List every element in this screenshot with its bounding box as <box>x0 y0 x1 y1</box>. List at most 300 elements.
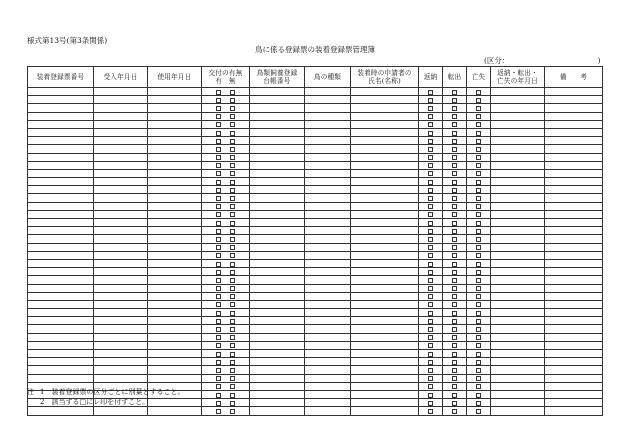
returned-checkbox[interactable] <box>428 204 433 209</box>
cell-applicant[interactable] <box>351 161 419 169</box>
returned-checkbox[interactable] <box>428 335 433 340</box>
cell-lost[interactable] <box>467 358 491 366</box>
issued-yes-checkbox[interactable] <box>216 188 221 193</box>
cell-issued[interactable] <box>202 374 250 382</box>
returned-checkbox[interactable] <box>428 147 433 152</box>
cell-returned[interactable] <box>419 300 443 308</box>
cell-species[interactable] <box>305 341 351 349</box>
transferred-checkbox[interactable] <box>452 294 457 299</box>
cell-returned[interactable] <box>419 276 443 284</box>
cell-applicant[interactable] <box>351 88 419 96</box>
cell-remarks[interactable] <box>545 137 603 145</box>
cell-lost[interactable] <box>467 407 491 415</box>
cell-returned[interactable] <box>419 325 443 333</box>
cell-date[interactable] <box>491 317 545 325</box>
lost-checkbox[interactable] <box>476 360 481 365</box>
returned-checkbox[interactable] <box>428 352 433 357</box>
transferred-checkbox[interactable] <box>452 319 457 324</box>
cell-ledger[interactable] <box>250 341 305 349</box>
cell-received[interactable] <box>94 309 148 317</box>
cell-lost[interactable] <box>467 251 491 259</box>
issued-no-checkbox[interactable] <box>230 270 235 275</box>
cell-date[interactable] <box>491 186 545 194</box>
cell-date[interactable] <box>491 284 545 292</box>
cell-ledger[interactable] <box>250 309 305 317</box>
cell-returned[interactable] <box>419 137 443 145</box>
issued-no-checkbox[interactable] <box>230 253 235 258</box>
issued-yes-checkbox[interactable] <box>216 98 221 103</box>
cell-returned[interactable] <box>419 235 443 243</box>
issued-no-checkbox[interactable] <box>230 106 235 111</box>
cell-used[interactable] <box>148 169 202 177</box>
cell-used[interactable] <box>148 88 202 96</box>
cell-ledger[interactable] <box>250 202 305 210</box>
transferred-checkbox[interactable] <box>452 401 457 406</box>
transferred-checkbox[interactable] <box>452 286 457 291</box>
returned-checkbox[interactable] <box>428 196 433 201</box>
issued-no-checkbox[interactable] <box>230 131 235 136</box>
cell-date[interactable] <box>491 128 545 136</box>
cell-used[interactable] <box>148 292 202 300</box>
cell-returned[interactable] <box>419 341 443 349</box>
cell-received[interactable] <box>94 358 148 366</box>
cell-received[interactable] <box>94 292 148 300</box>
cell-returned[interactable] <box>419 407 443 415</box>
cell-issued[interactable] <box>202 104 250 112</box>
transferred-checkbox[interactable] <box>452 376 457 381</box>
cell-remarks[interactable] <box>545 169 603 177</box>
cell-used[interactable] <box>148 161 202 169</box>
cell-species[interactable] <box>305 161 351 169</box>
cell-issued[interactable] <box>202 407 250 415</box>
cell-ledger[interactable] <box>250 210 305 218</box>
issued-yes-checkbox[interactable] <box>216 114 221 119</box>
transferred-checkbox[interactable] <box>452 90 457 95</box>
lost-checkbox[interactable] <box>476 302 481 307</box>
cell-date[interactable] <box>491 104 545 112</box>
cell-remarks[interactable] <box>545 366 603 374</box>
cell-species[interactable] <box>305 88 351 96</box>
returned-checkbox[interactable] <box>428 278 433 283</box>
issued-yes-checkbox[interactable] <box>216 311 221 316</box>
cell-applicant[interactable] <box>351 309 419 317</box>
lost-checkbox[interactable] <box>476 98 481 103</box>
returned-checkbox[interactable] <box>428 343 433 348</box>
issued-no-checkbox[interactable] <box>230 327 235 332</box>
issued-no-checkbox[interactable] <box>230 139 235 144</box>
cell-applicant[interactable] <box>351 407 419 415</box>
cell-transferred[interactable] <box>443 128 467 136</box>
cell-used[interactable] <box>148 309 202 317</box>
cell-remarks[interactable] <box>545 161 603 169</box>
cell-date[interactable] <box>491 96 545 104</box>
lost-checkbox[interactable] <box>476 409 481 414</box>
cell-transferred[interactable] <box>443 350 467 358</box>
cell-received[interactable] <box>94 333 148 341</box>
issued-yes-checkbox[interactable] <box>216 212 221 217</box>
lost-checkbox[interactable] <box>476 204 481 209</box>
cell-used[interactable] <box>148 284 202 292</box>
lost-checkbox[interactable] <box>476 294 481 299</box>
cell-tag_no[interactable] <box>28 350 94 358</box>
cell-transferred[interactable] <box>443 227 467 235</box>
cell-used[interactable] <box>148 276 202 284</box>
cell-transferred[interactable] <box>443 366 467 374</box>
cell-applicant[interactable] <box>351 210 419 218</box>
cell-transferred[interactable] <box>443 202 467 210</box>
cell-ledger[interactable] <box>250 268 305 276</box>
cell-returned[interactable] <box>419 317 443 325</box>
cell-issued[interactable] <box>202 350 250 358</box>
cell-date[interactable] <box>491 137 545 145</box>
cell-lost[interactable] <box>467 382 491 390</box>
cell-issued[interactable] <box>202 382 250 390</box>
cell-date[interactable] <box>491 276 545 284</box>
cell-tag_no[interactable] <box>28 186 94 194</box>
cell-lost[interactable] <box>467 366 491 374</box>
cell-transferred[interactable] <box>443 341 467 349</box>
cell-transferred[interactable] <box>443 251 467 259</box>
cell-issued[interactable] <box>202 251 250 259</box>
cell-tag_no[interactable] <box>28 120 94 128</box>
lost-checkbox[interactable] <box>476 384 481 389</box>
lost-checkbox[interactable] <box>476 311 481 316</box>
cell-ledger[interactable] <box>250 251 305 259</box>
cell-transferred[interactable] <box>443 88 467 96</box>
cell-applicant[interactable] <box>351 219 419 227</box>
cell-ledger[interactable] <box>250 276 305 284</box>
cell-used[interactable] <box>148 137 202 145</box>
lost-checkbox[interactable] <box>476 122 481 127</box>
cell-lost[interactable] <box>467 399 491 407</box>
cell-ledger[interactable] <box>250 300 305 308</box>
cell-tag_no[interactable] <box>28 300 94 308</box>
cell-returned[interactable] <box>419 243 443 251</box>
cell-received[interactable] <box>94 350 148 358</box>
issued-no-checkbox[interactable] <box>230 122 235 127</box>
issued-no-checkbox[interactable] <box>230 278 235 283</box>
cell-tag_no[interactable] <box>28 88 94 96</box>
cell-tag_no[interactable] <box>28 259 94 267</box>
returned-checkbox[interactable] <box>428 368 433 373</box>
cell-returned[interactable] <box>419 112 443 120</box>
cell-date[interactable] <box>491 300 545 308</box>
cell-applicant[interactable] <box>351 128 419 136</box>
cell-remarks[interactable] <box>545 390 603 398</box>
lost-checkbox[interactable] <box>476 221 481 226</box>
transferred-checkbox[interactable] <box>452 147 457 152</box>
cell-date[interactable] <box>491 194 545 202</box>
cell-transferred[interactable] <box>443 399 467 407</box>
cell-transferred[interactable] <box>443 333 467 341</box>
cell-tag_no[interactable] <box>28 341 94 349</box>
cell-returned[interactable] <box>419 227 443 235</box>
cell-applicant[interactable] <box>351 325 419 333</box>
transferred-checkbox[interactable] <box>452 311 457 316</box>
cell-received[interactable] <box>94 137 148 145</box>
cell-received[interactable] <box>94 178 148 186</box>
transferred-checkbox[interactable] <box>452 245 457 250</box>
lost-checkbox[interactable] <box>476 368 481 373</box>
cell-issued[interactable] <box>202 235 250 243</box>
issued-no-checkbox[interactable] <box>230 343 235 348</box>
cell-issued[interactable] <box>202 186 250 194</box>
cell-received[interactable] <box>94 104 148 112</box>
cell-date[interactable] <box>491 251 545 259</box>
cell-transferred[interactable] <box>443 186 467 194</box>
cell-applicant[interactable] <box>351 382 419 390</box>
issued-no-checkbox[interactable] <box>230 90 235 95</box>
issued-yes-checkbox[interactable] <box>216 221 221 226</box>
cell-lost[interactable] <box>467 88 491 96</box>
issued-no-checkbox[interactable] <box>230 335 235 340</box>
cell-remarks[interactable] <box>545 104 603 112</box>
cell-received[interactable] <box>94 161 148 169</box>
cell-ledger[interactable] <box>250 96 305 104</box>
cell-used[interactable] <box>148 128 202 136</box>
issued-yes-checkbox[interactable] <box>216 360 221 365</box>
returned-checkbox[interactable] <box>428 262 433 267</box>
cell-returned[interactable] <box>419 161 443 169</box>
cell-lost[interactable] <box>467 161 491 169</box>
issued-no-checkbox[interactable] <box>230 114 235 119</box>
cell-species[interactable] <box>305 358 351 366</box>
lost-checkbox[interactable] <box>476 401 481 406</box>
cell-remarks[interactable] <box>545 186 603 194</box>
cell-tag_no[interactable] <box>28 96 94 104</box>
cell-species[interactable] <box>305 219 351 227</box>
cell-remarks[interactable] <box>545 350 603 358</box>
cell-issued[interactable] <box>202 333 250 341</box>
issued-no-checkbox[interactable] <box>230 352 235 357</box>
cell-lost[interactable] <box>467 284 491 292</box>
cell-remarks[interactable] <box>545 128 603 136</box>
cell-tag_no[interactable] <box>28 104 94 112</box>
issued-no-checkbox[interactable] <box>230 393 235 398</box>
cell-issued[interactable] <box>202 227 250 235</box>
cell-used[interactable] <box>148 153 202 161</box>
cell-received[interactable] <box>94 202 148 210</box>
issued-yes-checkbox[interactable] <box>216 196 221 201</box>
lost-checkbox[interactable] <box>476 327 481 332</box>
issued-no-checkbox[interactable] <box>230 376 235 381</box>
issued-yes-checkbox[interactable] <box>216 139 221 144</box>
cell-returned[interactable] <box>419 374 443 382</box>
cell-lost[interactable] <box>467 309 491 317</box>
transferred-checkbox[interactable] <box>452 155 457 160</box>
cell-applicant[interactable] <box>351 300 419 308</box>
cell-applicant[interactable] <box>351 153 419 161</box>
lost-checkbox[interactable] <box>476 376 481 381</box>
cell-issued[interactable] <box>202 161 250 169</box>
cell-species[interactable] <box>305 227 351 235</box>
returned-checkbox[interactable] <box>428 155 433 160</box>
lost-checkbox[interactable] <box>476 196 481 201</box>
cell-date[interactable] <box>491 259 545 267</box>
issued-yes-checkbox[interactable] <box>216 343 221 348</box>
issued-no-checkbox[interactable] <box>230 196 235 201</box>
cell-used[interactable] <box>148 333 202 341</box>
cell-lost[interactable] <box>467 227 491 235</box>
transferred-checkbox[interactable] <box>452 384 457 389</box>
cell-transferred[interactable] <box>443 210 467 218</box>
cell-ledger[interactable] <box>250 186 305 194</box>
issued-no-checkbox[interactable] <box>230 294 235 299</box>
transferred-checkbox[interactable] <box>452 352 457 357</box>
cell-used[interactable] <box>148 325 202 333</box>
cell-date[interactable] <box>491 169 545 177</box>
cell-remarks[interactable] <box>545 178 603 186</box>
cell-returned[interactable] <box>419 309 443 317</box>
cell-species[interactable] <box>305 325 351 333</box>
transferred-checkbox[interactable] <box>452 278 457 283</box>
issued-no-checkbox[interactable] <box>230 319 235 324</box>
cell-date[interactable] <box>491 112 545 120</box>
cell-ledger[interactable] <box>250 333 305 341</box>
cell-returned[interactable] <box>419 210 443 218</box>
lost-checkbox[interactable] <box>476 253 481 258</box>
cell-species[interactable] <box>305 300 351 308</box>
cell-ledger[interactable] <box>250 194 305 202</box>
cell-species[interactable] <box>305 268 351 276</box>
cell-remarks[interactable] <box>545 309 603 317</box>
cell-returned[interactable] <box>419 88 443 96</box>
cell-lost[interactable] <box>467 243 491 251</box>
returned-checkbox[interactable] <box>428 286 433 291</box>
cell-transferred[interactable] <box>443 382 467 390</box>
cell-tag_no[interactable] <box>28 243 94 251</box>
cell-remarks[interactable] <box>545 358 603 366</box>
cell-issued[interactable] <box>202 88 250 96</box>
cell-tag_no[interactable] <box>28 128 94 136</box>
cell-tag_no[interactable] <box>28 317 94 325</box>
cell-transferred[interactable] <box>443 137 467 145</box>
cell-returned[interactable] <box>419 382 443 390</box>
cell-tag_no[interactable] <box>28 276 94 284</box>
cell-received[interactable] <box>94 128 148 136</box>
lost-checkbox[interactable] <box>476 229 481 234</box>
transferred-checkbox[interactable] <box>452 237 457 242</box>
cell-lost[interactable] <box>467 104 491 112</box>
lost-checkbox[interactable] <box>476 245 481 250</box>
cell-species[interactable] <box>305 399 351 407</box>
cell-date[interactable] <box>491 341 545 349</box>
cell-lost[interactable] <box>467 300 491 308</box>
cell-lost[interactable] <box>467 210 491 218</box>
cell-used[interactable] <box>148 145 202 153</box>
cell-applicant[interactable] <box>351 112 419 120</box>
cell-returned[interactable] <box>419 219 443 227</box>
cell-returned[interactable] <box>419 128 443 136</box>
issued-no-checkbox[interactable] <box>230 221 235 226</box>
transferred-checkbox[interactable] <box>452 253 457 258</box>
cell-lost[interactable] <box>467 96 491 104</box>
cell-applicant[interactable] <box>351 358 419 366</box>
transferred-checkbox[interactable] <box>452 163 457 168</box>
cell-date[interactable] <box>491 292 545 300</box>
lost-checkbox[interactable] <box>476 319 481 324</box>
cell-date[interactable] <box>491 153 545 161</box>
issued-yes-checkbox[interactable] <box>216 171 221 176</box>
cell-species[interactable] <box>305 390 351 398</box>
cell-ledger[interactable] <box>250 178 305 186</box>
cell-remarks[interactable] <box>545 317 603 325</box>
issued-yes-checkbox[interactable] <box>216 131 221 136</box>
cell-received[interactable] <box>94 145 148 153</box>
cell-tag_no[interactable] <box>28 235 94 243</box>
issued-no-checkbox[interactable] <box>230 245 235 250</box>
cell-returned[interactable] <box>419 358 443 366</box>
cell-lost[interactable] <box>467 112 491 120</box>
cell-lost[interactable] <box>467 292 491 300</box>
cell-remarks[interactable] <box>545 333 603 341</box>
returned-checkbox[interactable] <box>428 180 433 185</box>
cell-received[interactable] <box>94 407 148 415</box>
issued-no-checkbox[interactable] <box>230 229 235 234</box>
issued-yes-checkbox[interactable] <box>216 384 221 389</box>
lost-checkbox[interactable] <box>476 188 481 193</box>
issued-yes-checkbox[interactable] <box>216 401 221 406</box>
cell-lost[interactable] <box>467 137 491 145</box>
cell-issued[interactable] <box>202 399 250 407</box>
cell-ledger[interactable] <box>250 169 305 177</box>
lost-checkbox[interactable] <box>476 270 481 275</box>
cell-transferred[interactable] <box>443 390 467 398</box>
cell-issued[interactable] <box>202 137 250 145</box>
cell-returned[interactable] <box>419 96 443 104</box>
cell-applicant[interactable] <box>351 194 419 202</box>
issued-no-checkbox[interactable] <box>230 409 235 414</box>
cell-species[interactable] <box>305 210 351 218</box>
cell-remarks[interactable] <box>545 210 603 218</box>
cell-lost[interactable] <box>467 145 491 153</box>
cell-transferred[interactable] <box>443 194 467 202</box>
transferred-checkbox[interactable] <box>452 327 457 332</box>
issued-yes-checkbox[interactable] <box>216 409 221 414</box>
transferred-checkbox[interactable] <box>452 393 457 398</box>
cell-lost[interactable] <box>467 325 491 333</box>
cell-lost[interactable] <box>467 235 491 243</box>
transferred-checkbox[interactable] <box>452 212 457 217</box>
cell-transferred[interactable] <box>443 292 467 300</box>
transferred-checkbox[interactable] <box>452 180 457 185</box>
returned-checkbox[interactable] <box>428 245 433 250</box>
returned-checkbox[interactable] <box>428 122 433 127</box>
transferred-checkbox[interactable] <box>452 335 457 340</box>
cell-used[interactable] <box>148 186 202 194</box>
issued-yes-checkbox[interactable] <box>216 319 221 324</box>
cell-species[interactable] <box>305 243 351 251</box>
cell-issued[interactable] <box>202 268 250 276</box>
lost-checkbox[interactable] <box>476 335 481 340</box>
cell-remarks[interactable] <box>545 341 603 349</box>
cell-received[interactable] <box>94 259 148 267</box>
cell-applicant[interactable] <box>351 292 419 300</box>
cell-remarks[interactable] <box>545 194 603 202</box>
cell-received[interactable] <box>94 235 148 243</box>
cell-applicant[interactable] <box>351 104 419 112</box>
cell-lost[interactable] <box>467 374 491 382</box>
cell-returned[interactable] <box>419 120 443 128</box>
cell-species[interactable] <box>305 178 351 186</box>
cell-remarks[interactable] <box>545 243 603 251</box>
cell-remarks[interactable] <box>545 120 603 128</box>
cell-tag_no[interactable] <box>28 374 94 382</box>
cell-species[interactable] <box>305 333 351 341</box>
returned-checkbox[interactable] <box>428 311 433 316</box>
cell-date[interactable] <box>491 120 545 128</box>
issued-yes-checkbox[interactable] <box>216 278 221 283</box>
